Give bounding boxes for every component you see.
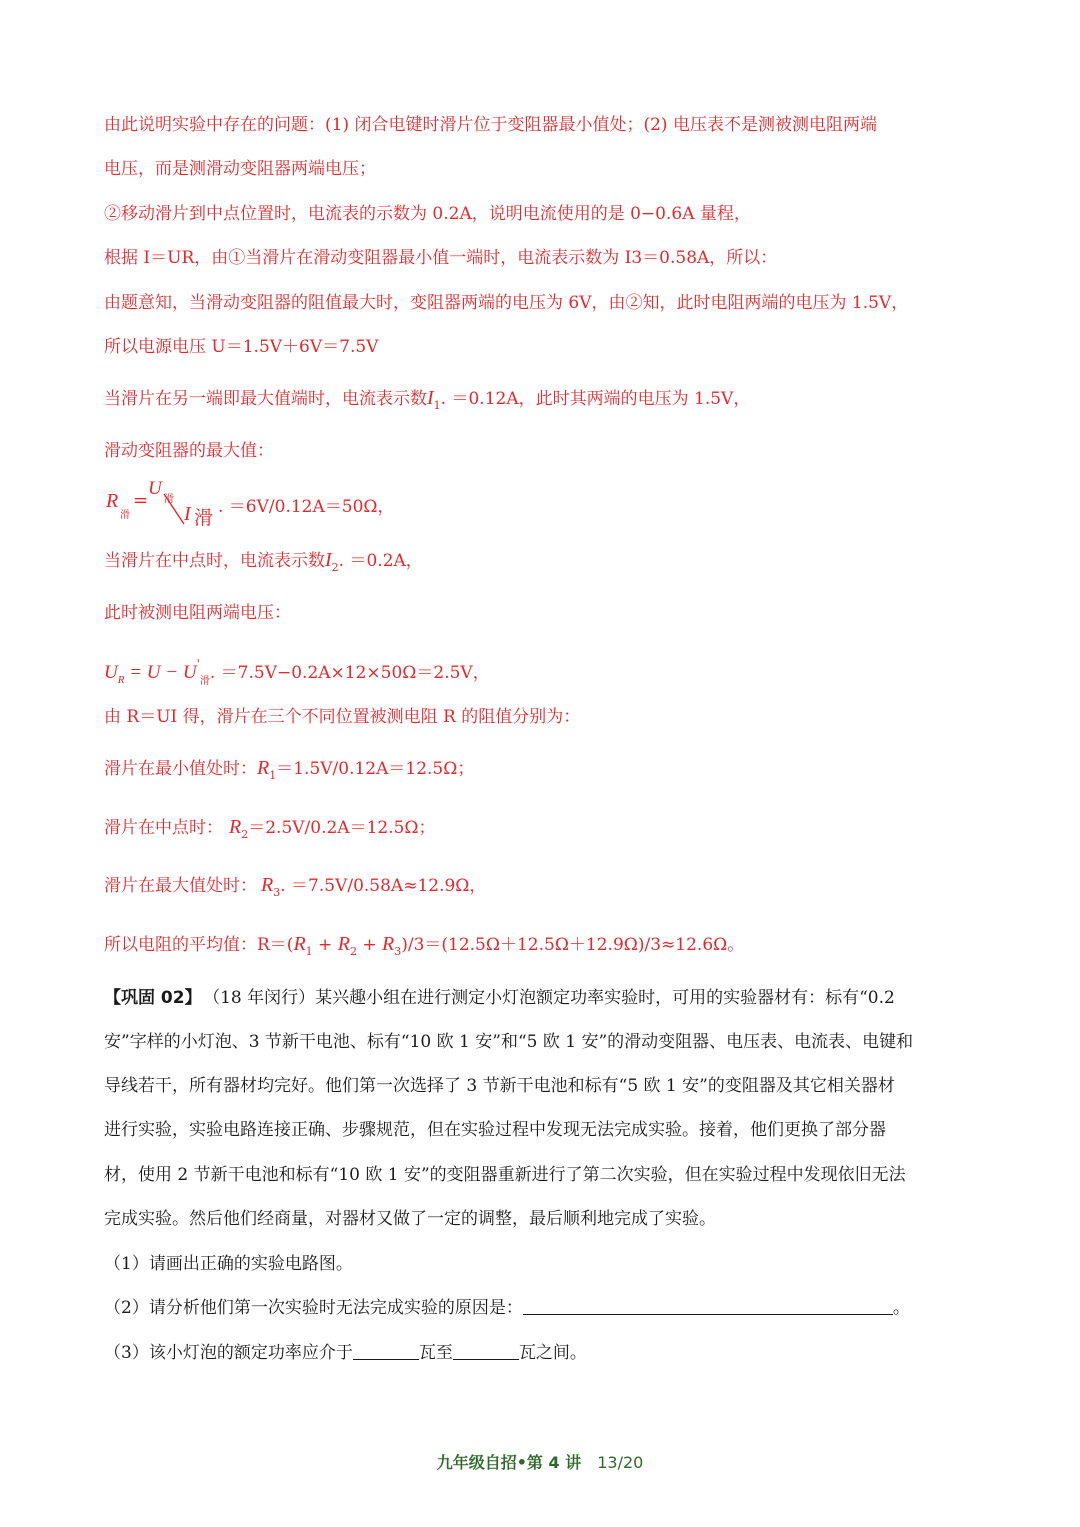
avg-r3-sub: 3 — [394, 945, 402, 958]
avg-r2-sub: 2 — [349, 945, 357, 958]
current-symbol-2: I — [325, 549, 332, 571]
answer-blank-max-power[interactable] — [453, 1341, 519, 1360]
answer-line-4: 根据 I＝UR，由①当滑片在滑动变阻器最小值一端时，电流表示数为 I3＝0.58A，所以： — [104, 248, 778, 268]
answer-line-11: 此时被测电阻两端电压： — [104, 603, 291, 623]
resistance-fraction-formula — [104, 478, 434, 528]
r3-symbol: R — [261, 874, 274, 896]
voltage-result: . ＝7.5V−0.2A×12×50Ω＝2.5V， — [209, 663, 490, 683]
answer-line-15 — [104, 815, 436, 847]
answer-line-8: 滑动变阻器的最大值： — [104, 441, 274, 461]
answer-blank-min-power[interactable] — [353, 1341, 419, 1360]
avg-plus-1: + — [312, 935, 338, 955]
line-10-text-b: . ＝0.2A， — [338, 551, 423, 571]
formula-r: R — [106, 490, 119, 512]
line-17-text-b: )/3＝(12.5Ω＋12.5Ω＋12.9Ω)/3≈12.6Ω。 — [401, 935, 745, 955]
problem-line-6: 完成实验。然后他们经商量，对器材又做了一定的调整，最后顺利地完成了实验。 — [104, 1209, 716, 1229]
avg-r3: R — [382, 933, 395, 955]
page-number: 13/20 — [597, 1453, 644, 1472]
formula-equals: = — [133, 490, 149, 511]
line-7-text-b: . ＝0.12A，此时其两端的电压为 1.5V， — [440, 389, 751, 409]
avg-r1-sub: 1 — [305, 945, 313, 958]
question-3-text-b: 瓦至 — [418, 1343, 453, 1363]
r3-subscript: 3 — [273, 886, 281, 899]
formula-result: . ＝6V/0.12A＝50Ω， — [218, 497, 395, 517]
avg-r1: R — [293, 933, 306, 955]
avg-plus-2: + — [356, 935, 382, 955]
question-3-text-c: 瓦之间。 — [518, 1343, 587, 1363]
question-3 — [104, 1341, 587, 1365]
answer-line-6: 所以电源电压 U＝1.5V＋6V＝7.5V — [104, 337, 379, 357]
formula-r-sub: 滑 — [120, 510, 130, 521]
voltage-u-r-sub: R — [117, 674, 125, 686]
voltage-expression: = U − U — [124, 662, 197, 683]
avg-r2: R — [337, 933, 350, 955]
question-1: （1）请画出正确的实验电路图。 — [104, 1254, 353, 1274]
line-7-text-a: 当滑片在另一端即最大值端时，电流表示数 — [104, 389, 427, 409]
answer-line-3: ②移动滑片到中点位置时，电流表的示数为 0.2A，说明电流使用的是 0−0.6A 量程， — [104, 204, 751, 224]
footer-title: 九年级自招•第 4 讲 — [436, 1453, 582, 1472]
answer-line-16 — [104, 873, 486, 905]
current-symbol: I — [427, 387, 434, 409]
page-footer — [0, 1450, 1080, 1473]
r2-symbol: R — [229, 816, 242, 838]
r1-symbol: R — [257, 757, 270, 779]
formula-numerator-u: U — [148, 478, 162, 499]
current-subscript: 1 — [433, 399, 441, 412]
answer-line-5: 由题意知，当滑动变阻器的阻值最大时，变阻器两端的电压为 6V，由②知，此时电阻两端的电压为 1.5V， — [104, 293, 909, 313]
formula-denominator-sub: 滑 — [194, 507, 214, 529]
problem-line-4: 进行实验，实验电路连接正确、步骤规范，但在实验过程中发现无法完成实验。接着，他们更换了部分器 — [104, 1120, 886, 1140]
line-17-text-a: 所以电阻的平均值：R＝( — [104, 935, 294, 955]
problem-text-1: （18 年闵行）某兴趣小组在进行测定小灯泡额定功率实验时，可用的实验器材有：标有“0.2 — [211, 988, 895, 1008]
line-14-text-a: 滑片在最小值处时： — [104, 759, 257, 779]
r1-subscript: 1 — [269, 769, 277, 782]
question-2-text: （2）请分析他们第一次实验时无法完成实验的原因是： — [104, 1298, 523, 1318]
answer-line-17 — [104, 932, 744, 964]
answer-blank-reason[interactable] — [523, 1296, 893, 1315]
answer-line-12 — [104, 652, 490, 694]
answer-line-2: 电压，而是测滑动变阻器两端电压； — [104, 159, 376, 179]
line-15-text-b: ＝2.5V/0.2A＝12.5Ω； — [248, 818, 436, 838]
answer-line-10 — [104, 548, 423, 580]
problem-tag: 【巩固 02】 — [104, 988, 202, 1008]
line-10-text-a: 当滑片在中点时，电流表示数 — [104, 551, 325, 571]
line-15-text-a: 滑片在中点时： — [104, 818, 223, 838]
problem-line-3: 导线若干，所有器材均完好。他们第一次选择了 3 节新干电池和标有“5 欧 1 安”的变阻器及其它相关器材 — [104, 1076, 895, 1096]
voltage-u-r: U — [104, 662, 118, 683]
problem-line-1 — [104, 986, 895, 1010]
current-subscript-2: 2 — [331, 561, 339, 574]
answer-line-13: 由 R＝UI 得，滑片在三个不同位置被测电阻 R 的阻值分别为： — [104, 707, 581, 727]
prime-mark: ' — [196, 657, 200, 671]
line-14-text-b: ＝1.5V/0.12A＝12.5Ω； — [276, 759, 475, 779]
line-16-text-b: . ＝7.5V/0.58A≈12.9Ω， — [280, 876, 487, 896]
question-2-end: 。 — [892, 1298, 910, 1318]
r2-subscript: 2 — [241, 828, 249, 841]
question-2 — [104, 1296, 910, 1320]
problem-line-5: 材，使用 2 节新干电池和标有“10 欧 1 安”的变阻器重新进行了第二次实验，但在实验过程中发现依旧无法 — [104, 1165, 906, 1185]
line-16-text-a: 滑片在最大值处时： — [104, 876, 257, 896]
answer-line-1: 由此说明实验中存在的问题：(1) 闭合电键时滑片位于变阻器最小值处；(2) 电压表不是测被测电阻两端 — [104, 115, 877, 135]
formula-numerator-sub: 滑 — [164, 494, 174, 505]
formula-denominator-i: I — [184, 503, 191, 525]
answer-line-7 — [104, 386, 750, 418]
answer-line-14 — [104, 756, 474, 788]
voltage-sub-hua: 滑 — [199, 676, 210, 687]
question-3-text-a: （3）该小灯泡的额定功率应介于 — [104, 1343, 353, 1363]
problem-line-2: 安”字样的小灯泡、3 节新干电池、标有“10 欧 1 安”和“5 欧 1 安”的滑动变阻器、电压表、电流表、电键和 — [104, 1032, 914, 1052]
